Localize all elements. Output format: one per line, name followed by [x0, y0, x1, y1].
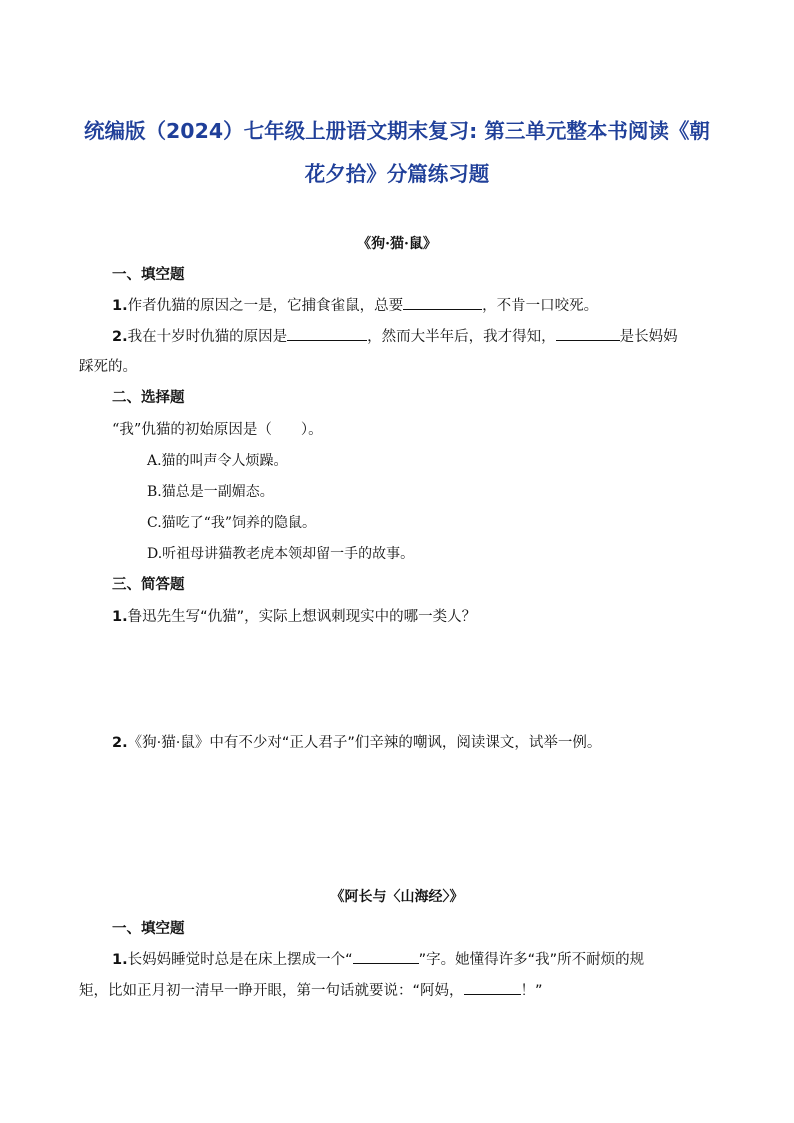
fill-question-1	[112, 294, 598, 315]
fill-question-2-continued: 踩死的。	[79, 359, 137, 375]
question-text: 《狗·猫·鼠》中有不少对“正人君子”们辛辣的嘲讽，阅读课文，试举一例。	[127, 735, 602, 751]
question-text: 长妈妈睡觉时总是在床上摆成一个“	[127, 952, 353, 968]
answer-blank[interactable]	[403, 295, 482, 310]
short-answer-heading: 三、简答题	[112, 577, 185, 593]
question-text: ！”	[520, 983, 543, 999]
question-text: ”字。她懂得许多“我”所不耐烦的规	[418, 952, 645, 968]
question-number: 2.	[112, 735, 128, 751]
answer-blank[interactable]	[464, 980, 521, 995]
answer-blank[interactable]	[353, 949, 419, 964]
choice-stem: “我”仇猫的初始原因是（ ）。	[112, 422, 323, 438]
fill-in-heading: 一、填空题	[112, 921, 185, 937]
fill-question-1-continued	[79, 979, 543, 1000]
option-a[interactable]: A.猫的叫声令人烦躁。	[147, 453, 288, 469]
question-text: 是长妈妈	[619, 329, 678, 345]
short-question-1	[112, 605, 476, 626]
fill-question-2	[112, 325, 678, 346]
fill-in-heading: 一、填空题	[112, 267, 185, 283]
section-title-a-chang: 《阿长与〈山海经〉》	[330, 889, 464, 905]
document-title-line1: 统编版（2024）七年级上册语文期末复习: 第三单元整本书阅读《朝	[84, 119, 710, 143]
answer-blank[interactable]	[287, 326, 367, 341]
short-question-2	[112, 731, 601, 752]
section-title-gou-mao-shu: 《狗·猫·鼠》	[357, 236, 437, 252]
question-text: ，然而大半年后，我才得知，	[367, 329, 556, 345]
choice-heading: 二、选择题	[112, 390, 185, 406]
question-number: 2.	[112, 329, 128, 345]
fill-question-1	[112, 948, 644, 969]
question-text: ，不肯一口咬死。	[482, 298, 599, 314]
question-number: 1.	[112, 298, 128, 314]
question-text: 矩，比如正月初一清早一睁开眼，第一句话就要说：“阿妈，	[79, 983, 464, 999]
question-number: 1.	[112, 952, 128, 968]
option-c[interactable]: C.猫吃了“我”饲养的隐鼠。	[147, 515, 316, 531]
option-b[interactable]: B.猫总是一副媚态。	[147, 484, 274, 500]
answer-blank[interactable]	[556, 326, 620, 341]
question-text: 鲁迅先生写“仇猫”，实际上想讽刺现实中的哪一类人？	[127, 609, 477, 625]
question-number: 1.	[112, 609, 128, 625]
document-title-line2: 花夕拾》分篇练习题	[304, 162, 490, 186]
question-text: 我在十岁时仇猫的原因是	[127, 329, 288, 345]
option-d[interactable]: D.听祖母讲猫教老虎本领却留一手的故事。	[147, 546, 415, 562]
question-text: 作者仇猫的原因之一是，它捕食雀鼠，总要	[127, 298, 404, 314]
